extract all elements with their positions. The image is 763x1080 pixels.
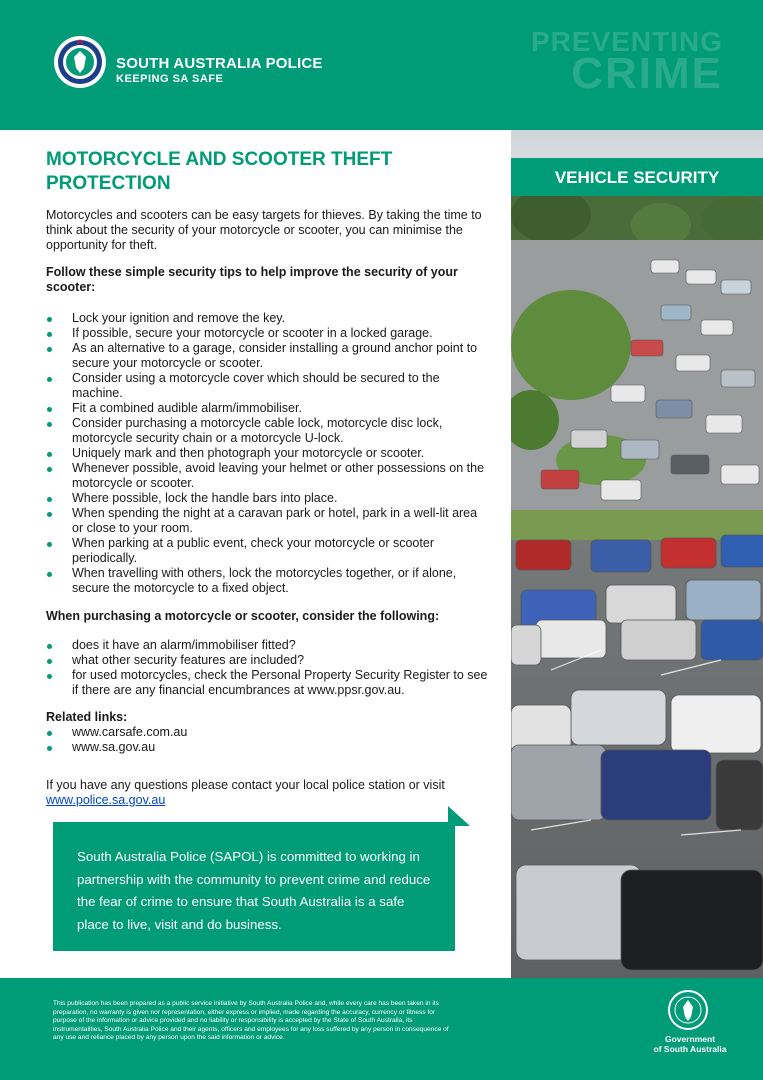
government-crest-icon	[668, 990, 708, 1030]
contact-paragraph	[46, 778, 491, 808]
tips-list	[46, 311, 491, 596]
related-links-list	[46, 725, 491, 755]
police-badge-icon	[53, 35, 107, 89]
list-item: Whenever possible, avoid leaving your helmet or other possessions on the motorcycle or scooter.	[46, 461, 491, 491]
intro-paragraph: Motorcycles and scooters can be easy targets for thieves. By taking the time to think about the security of your motorcycle or scooter, you can minimise the opportunity for theft.	[46, 208, 482, 252]
contact-text: If you have any questions please contact your local police station or visit	[46, 778, 445, 792]
list-item: As an alternative to a garage, consider installing a ground anchor point to secure your motorcycle or scooter.	[46, 341, 491, 371]
section-label-vehicle-security: VEHICLE SECURITY	[511, 158, 763, 196]
org-name: SOUTH AUSTRALIA POLICE	[116, 55, 323, 72]
list-item: Consider using a motorcycle cover which should be secured to the machine.	[46, 371, 491, 401]
list-item: Consider purchasing a motorcycle cable lock, motorcycle disc lock, motorcycle security chain or a motorcycle U-lock.	[46, 416, 491, 446]
car-park-photo	[511, 130, 763, 978]
list-item: When spending the night at a caravan park or hotel, park in a well-lit area or close to your room.	[46, 506, 491, 536]
related-link-carsafe[interactable]: www.carsafe.com.au	[46, 725, 491, 740]
page-title: MOTORCYCLE AND SCOOTER THEFT PROTECTION	[46, 149, 393, 194]
callout-text: South Australia Police (SAPOL) is committed to working in partnership with the community to prevent crime and reduce the fear of crime to ensure that South Australia is a safe place to live, visit and do business.	[77, 849, 431, 932]
purchase-list	[46, 638, 491, 698]
list-item: When parking at a public event, check your motorcycle or scooter periodically.	[46, 536, 491, 566]
main-content	[46, 148, 491, 808]
disclaimer-text: This publication has been prepared as a public service initiative by South Australia Police and, while every care has been taken in its preparation, no warranty is given nor representation, either express or implied, made regarding the accuracy, currency or fitness for purpose of the information or advice provided and no liability or responsibility is accepted by the State of South Australia, its instrumentalities, South Australia Police and their agents, officers and employees for any loss suffered by any person in consequence of any use and reliance placed by any person upon the said information or advice.	[53, 1000, 449, 1041]
org-tagline: KEEPING SA SAFE	[116, 73, 224, 85]
tips-heading: Follow these simple security tips to help improve the security of your scooter:	[46, 265, 458, 294]
list-item: When travelling with others, lock the motorcycles together, or if alone, secure the motorcycle to a fixed object.	[46, 566, 491, 596]
government-label	[640, 1034, 740, 1054]
purchase-heading: When purchasing a motorcycle or scooter, consider the following:	[46, 609, 440, 623]
police-website-link[interactable]: www.police.sa.gov.au	[46, 793, 166, 807]
list-item: does it have an alarm/immobiliser fitted?	[46, 638, 491, 653]
list-item: what other security features are included?	[46, 653, 491, 668]
list-item: Fit a combined audible alarm/immobiliser.	[46, 401, 491, 416]
government-line-2: of South Australia	[653, 1044, 727, 1054]
watermark-crime: CRIME	[571, 49, 723, 98]
list-item: If possible, secure your motorcycle or scooter in a locked garage.	[46, 326, 491, 341]
header-banner	[0, 0, 763, 130]
list-item: Where possible, lock the handle bars into place.	[46, 491, 491, 506]
list-item: Uniquely mark and then photograph your motorcycle or scooter.	[46, 446, 491, 461]
watermark-preventing: PREVENTING	[530, 26, 723, 57]
related-link-sa-gov[interactable]: www.sa.gov.au	[46, 740, 491, 755]
related-links-heading: Related links:	[46, 710, 128, 724]
list-item: Lock your ignition and remove the key.	[46, 311, 491, 326]
government-line-1: Government	[664, 1034, 716, 1044]
list-item: for used motorcycles, check the Personal Property Security Register to see if there are any financial encumbrances at www.ppsr.gov.au.	[46, 668, 491, 698]
